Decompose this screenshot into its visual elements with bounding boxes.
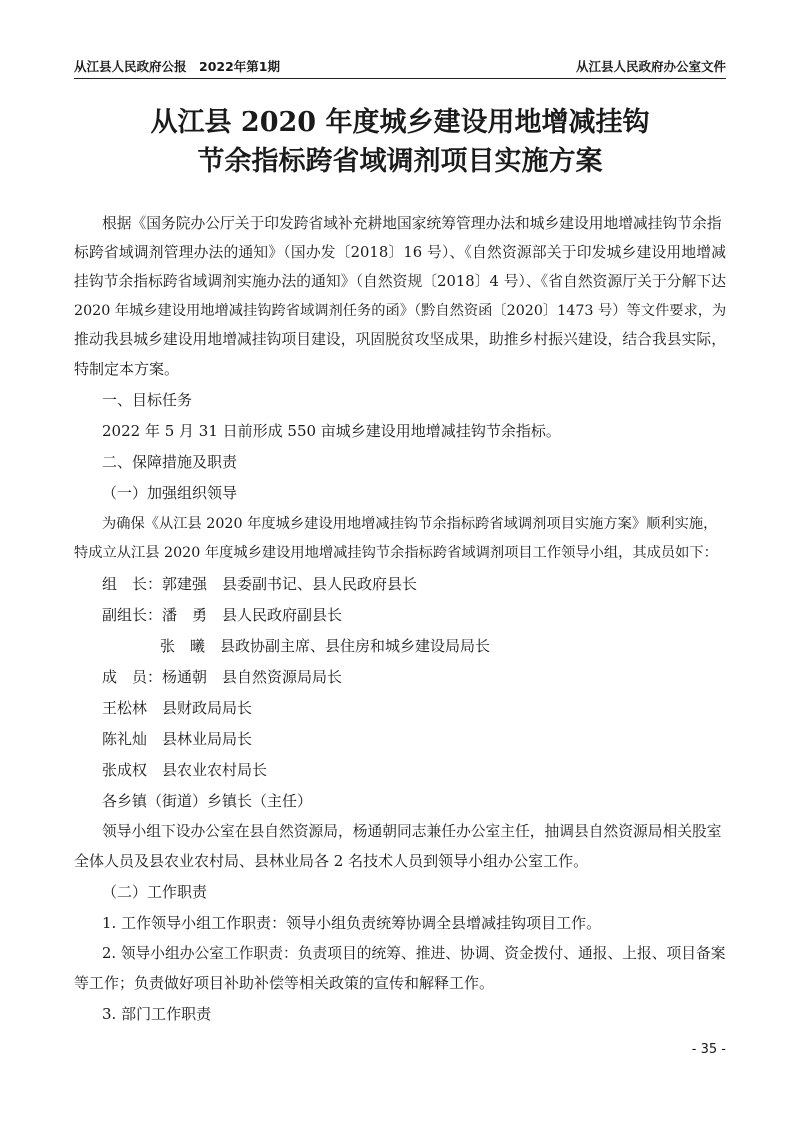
document-title-line-1: 从江县 2020 年度城乡建设用地增减挂钩 (150, 107, 650, 138)
header-rule (74, 78, 726, 79)
subsection-heading: （二）工作职责 (102, 883, 208, 901)
bulletin-issue: 从江县人民政府公报 2022年第1期 (74, 59, 280, 74)
paragraph-line: 全体人员及县农业农村局、县林业局各 2 名技术人员到领导小组办公室工作。 (74, 852, 589, 870)
roster-member: 陈礼灿 县林业局局长 (102, 730, 253, 748)
page-number: - 35 - (691, 1042, 726, 1057)
roster-deputy: 张 曦 县政协副主席、县住房和城乡建设局局长 (160, 637, 491, 655)
duty-item: 3. 部门工作职责 (102, 1005, 212, 1023)
paragraph-line: 特制定本方案。 (74, 360, 180, 378)
roster-member: 王松林 县财政局局长 (102, 699, 253, 717)
document-title-line-2: 节余指标跨省域调剂项目实施方案 (197, 146, 603, 177)
page-header (74, 54, 726, 76)
roster-deputy: 副组长：潘 勇 县人民政府副县长 (102, 606, 343, 624)
duty-item: 2. 领导小组办公室工作职责：负责项目的统筹、推进、协调、资金拨付、通报、上报、项目备案 (102, 945, 726, 962)
duty-item: 1. 工作领导小组工作职责：领导小组负责统筹协调全县增减挂钩项目工作。 (102, 914, 602, 932)
target-statement: 2022 年 5 月 31 日前形成 550 亩城乡建设用地增减挂钩节余指标。 (102, 422, 561, 440)
duty-item: 等工作；负责做好项目补助补偿等相关政策的宣传和解释工作。 (74, 974, 495, 992)
section-heading: 一、目标任务 (102, 391, 193, 409)
document-source: 从江县人民政府办公室文件 (575, 59, 726, 74)
paragraph-line: 根据《国务院办公厅关于印发跨省域补充耕地国家统筹管理办法和城乡建设用地增减挂钩节余指 (102, 215, 722, 232)
paragraph-line: 特成立从江县 2020 年度城乡建设用地增减挂钩节余指标跨省域调剂项目工作领导小组，其成员如下： (74, 545, 718, 561)
section-heading: 二、保障措施及职责 (102, 453, 238, 471)
paragraph-line: 推动我县城乡建设用地增减挂钩项目建设，巩固脱贫攻坚成果，助推乡村振兴建设，结合我县实际， (74, 331, 726, 348)
roster-leader: 组 长：郭建强 县委副书记、县人民政府县长 (102, 575, 418, 593)
roster-member: 成 员：杨通朝 县自然资源局局长 (102, 668, 343, 686)
subsection-heading: （一）加强组织领导 (102, 484, 238, 502)
roster-member: 张成权 县农业农村局长 (102, 761, 268, 779)
roster-member: 各乡镇（街道）乡镇长（主任） (102, 792, 313, 810)
paragraph-line: 挂钩节余指标跨省域调剂实施办法的通知》（自然资规〔2018〕4 号）、《省自然资源厅关于分解下达 (74, 273, 726, 290)
paragraph-line: 领导小组下设办公室在县自然资源局，杨通朝同志兼任办公室主任，抽调县自然资源局相关股室 (102, 823, 722, 840)
paragraph-line: 2020 年城乡建设用地增减挂钩跨省域调剂任务的函》（黔自然资函〔2020〕1473 号）等文件要求，为 (74, 303, 727, 319)
paragraph-line: 标跨省域调剂管理办法的通知》（国办发〔2018〕16 号）、《自然资源部关于印发城乡建设用地增减 (74, 244, 726, 261)
paragraph-line: 为确保《从江县 2020 年度城乡建设用地增减挂钩节余指标跨省域调剂项目实施方案》顺利实施， (102, 516, 718, 532)
